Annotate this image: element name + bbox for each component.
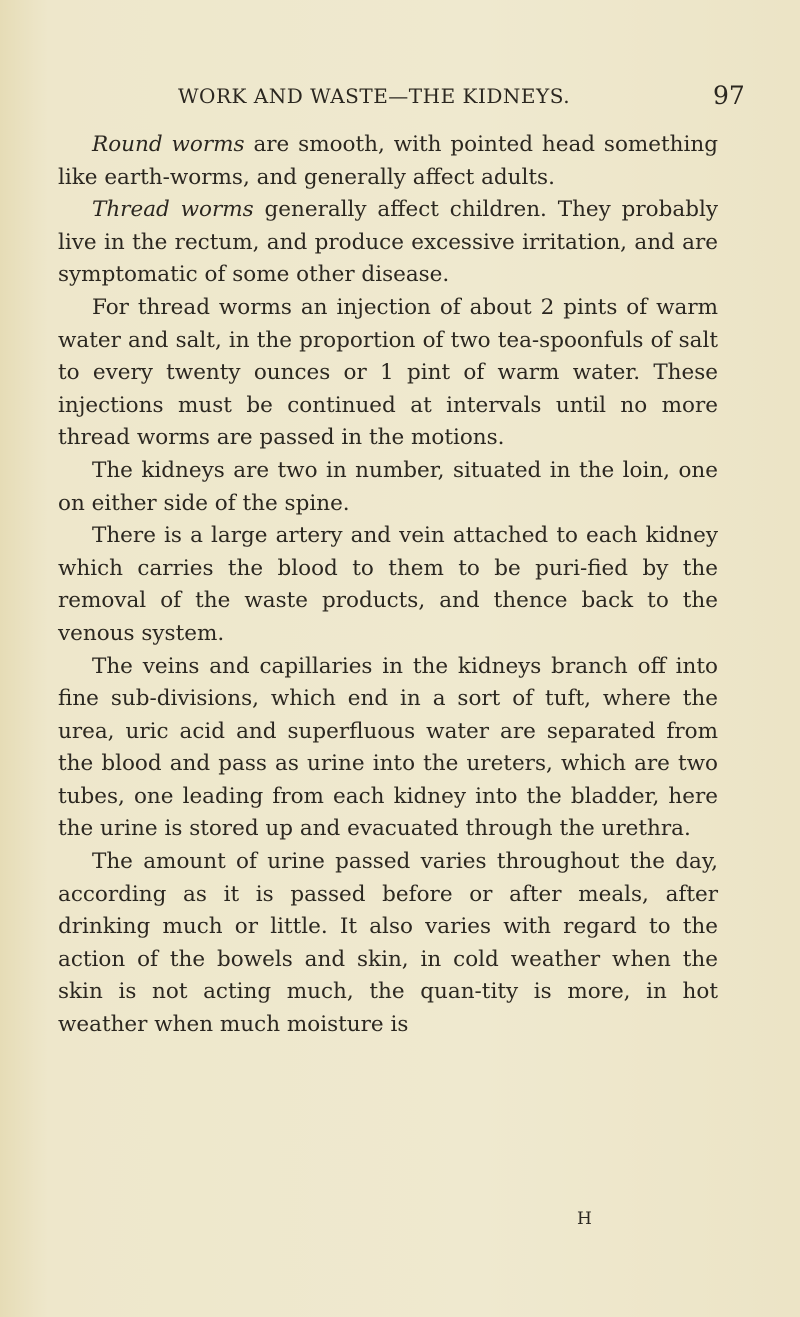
paragraph-capillaries: The veins and capillaries in the kidneys branch off into fine sub-divisions, which end in a sort of tuft, where the urea, uric acid and superfluous water are separated from the blood and pass as urine into the ureters, which are two tubes, one leading from each kidney into the bladder, here the urine is stored up and evacuated through the urethra. [58, 653, 718, 842]
paragraph-artery-and-vein: There is a large artery and vein attached to each kidney which carries the blood to them to be puri-fied by the removal of the waste products, and thence back to the venous system. [58, 523, 718, 646]
paragraph-injection-treatment: For thread worms an injection of about 2 pints of warm water and salt, in the proportion of two tea-spoonfuls of salt to every twenty ounces or 1 pint of warm water. These injections must be continued at intervals until no more thread worms are passed in the motions. [58, 294, 718, 451]
running-head [0, 81, 800, 118]
paragraph-text-thread-worms: generally affect children. They probably live in the rectum, and produce excessive irritation, and are symptomatic of some other disease. [58, 197, 718, 288]
body-text [58, 129, 718, 1042]
paragraph-round-worms [58, 129, 718, 194]
paragraph-lead-round-worms: Round worms [92, 132, 245, 157]
signature-mark: H [577, 1209, 593, 1229]
paragraph-kidneys-location: The kidneys are two in number, situated in the loin, one on either side of the spine. [58, 457, 718, 516]
paragraph-thread-worms [58, 194, 718, 292]
paragraph-lead-thread-worms: Thread worms [92, 197, 254, 223]
paragraph-text-round-worms: are smooth, with pointed head something like earth-worms, and generally affect adults. [58, 132, 718, 190]
running-head-title: WORK AND WASTE—THE KIDNEYS. [178, 84, 571, 108]
paragraph-urine-amount: The amount of urine passed varies throughout the day, according as it is passed before or after meals, after drinking much or little. It also varies with regard to the action of the bowels and skin, in cold weather when the skin is not acting much, the quan-tity is more, in hot weather when much moisture is [58, 849, 718, 1038]
page-number: 97 [713, 81, 745, 110]
